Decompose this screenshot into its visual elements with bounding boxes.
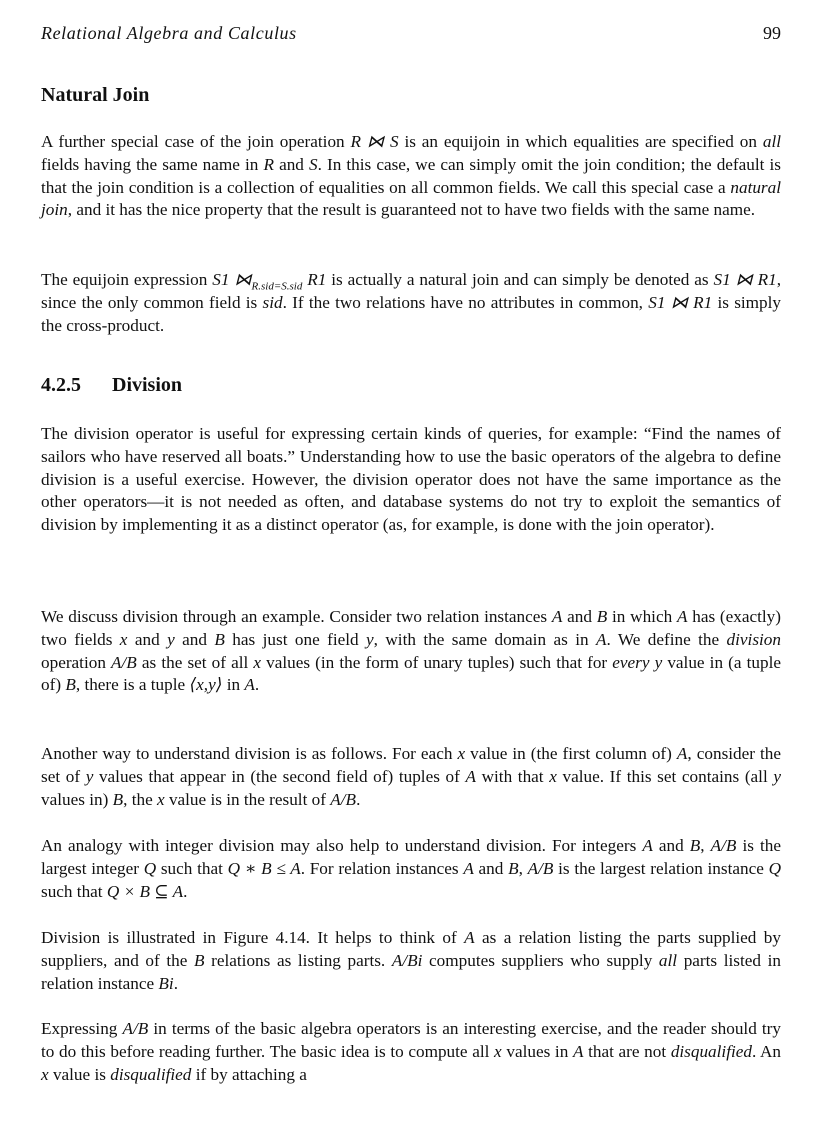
chapter-title: Relational Algebra and Calculus — [41, 23, 297, 43]
section-number: 4.2.5 — [41, 374, 81, 396]
division-paragraph-2: We discuss division through an example. Consider two relation instances A and B in which A has (exactly) two fields x and y and B has just one field y, with the same domain as in A. We define the division operation A/B as the set of all x values (in the form of unary tuples) such that for every y value in (a tuple of) B, there is a tuple ⟨x,y⟩ in A. — [41, 607, 781, 695]
division-paragraph-6: Expressing A/B in terms of the basic algebra operators is an interesting exercise, and the reader should try to do this before reading further. The basic idea is to compute all x values in A that are not disqualified. An x value is disqualified if by attaching a — [41, 1019, 781, 1084]
division-paragraph-4: An analogy with integer division may also help to understand division. For integers A and B, A/B is the largest integer Q such that Q ∗ B ≤ A. For relation instances A and B, A/B is the largest relation instance Q such that Q × B ⊆ A. — [41, 836, 782, 901]
natural-join-paragraph-1: A further special case of the join operation R ⋈ S is an equijoin in which equalities are specified on all fields having the same name in R and S. In this case, we can simply omit the join condition; the default is that the join condition is a collection of equalities on all common fields. We call this special case a natural join, and it has the nice property that the result is guaranteed not to have two fields with the same name. — [41, 132, 781, 220]
division-paragraph-3: Another way to understand division is as follows. For each x value in (the first column of) A, consider the set of y values that appear in (the second field of) tuples of A with that x value. If this set contains (all y values in) B, the x value is in the result of A/B. — [41, 744, 782, 809]
running-head — [41, 22, 781, 46]
page-number: 99 — [763, 23, 781, 43]
division-heading — [41, 374, 182, 397]
division-paragraph-5: Division is illustrated in Figure 4.14. It helps to think of A as a relation listing the parts supplied by suppliers, and of the B relations as listing parts. A/Bi computes suppliers who supply all parts listed in relation instance Bi. — [41, 928, 781, 993]
section-title: Division — [112, 374, 183, 396]
natural-join-paragraph-2: The equijoin expression S1 $⋈_{R.sid=S.sid}$ R1 is actually a natural join and can simply be denoted as S1 ⋈ R1, since the only common field is sid. If the two relations have no attributes in common, S1 ⋈ R1 is simply the cross-product. — [41, 270, 782, 335]
division-paragraph-1: The division operator is useful for expressing certain kinds of queries, for example: “Find the names of sailors who have reserved all boats.” Understanding how to use the basic operators of the algebra to define division is a useful exercise. However, the division operator does not have the same importance as the other operators—it is not needed as often, and database systems do not try to exploit the semantics of division by implementing it as a distinct operator (as, for example, is done with the join operator). — [41, 424, 781, 535]
natural-join-heading: Natural Join — [41, 84, 150, 106]
